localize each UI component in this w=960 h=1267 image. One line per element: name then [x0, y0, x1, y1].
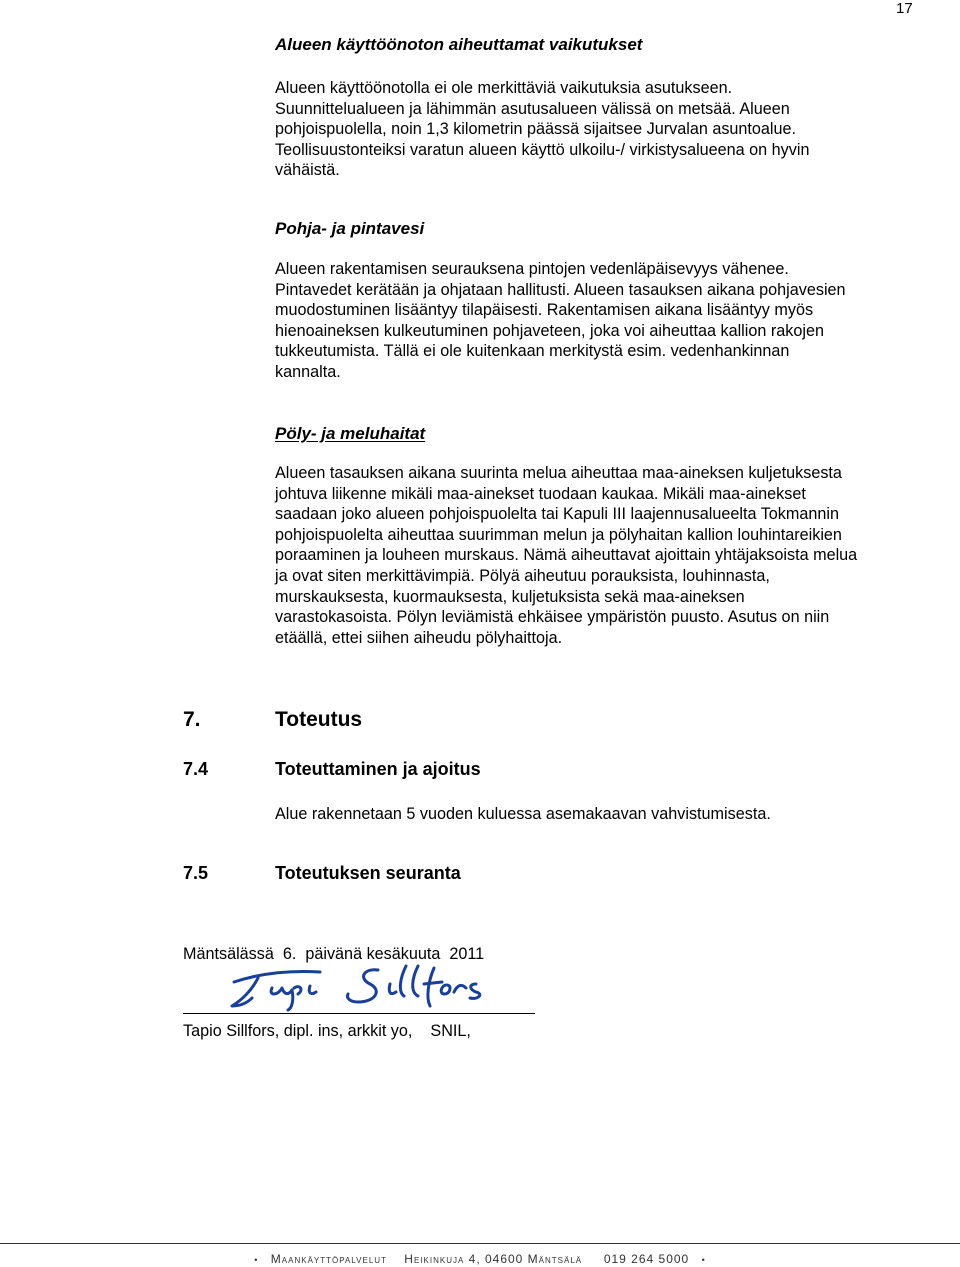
subsection-number: 7.4	[183, 759, 209, 779]
place-date: Mäntsälässä 6. päivänä kesäkuuta 2011	[183, 945, 485, 963]
paragraph-line: poraaminen ja louheen murskaus. Nämä aiheuttavat ajoittain yhtäjaksoista melua	[275, 546, 858, 565]
paragraph-line: etäällä, ettei siihen aiheudu pölyhaittoja.	[275, 628, 563, 647]
footer-phone: 019 264 5000	[603, 1252, 690, 1266]
section-heading: Pohja- ja pintavesi	[275, 219, 425, 238]
subsection-title: Toteutuksen seuranta	[275, 863, 461, 883]
paragraph-line: Alueen tasauksen aikana suurinta melua aiheuttaa maa-aineksen kuljetuksesta	[275, 464, 842, 482]
footer-rule	[0, 1243, 960, 1244]
page-number: 17	[896, 0, 913, 17]
paragraph-line: hienoaineksen kulkeutuminen pohjaveteen, joka voi aiheuttaa kallion rakojen	[275, 321, 824, 340]
paragraph: Alue rakennetaan 5 vuoden kuluessa asemakaavan vahvistumisesta.	[275, 805, 771, 823]
paragraph-line: muodostuminen lisääntyy tilapäisesti. Rakentamisen aikana lisääntyy myös	[275, 301, 814, 320]
paragraph	[275, 463, 915, 648]
paragraph-line: saadaan joko alueen pohjoispuolelta tai Kapuli III laajennusalueelta Tokmannin	[275, 505, 839, 524]
subsection-title: Toteuttaminen ja ajoitus	[275, 759, 481, 779]
paragraph-line: pohjoispuolelta aiheuttaa suurimman melun ja pölyhaitan kallion louhintareikien	[275, 525, 842, 544]
paragraph-line: Suunnittelualueen ja lähimmän asutusalueen välissä on metsää. Alueen	[275, 99, 790, 118]
paragraph-line: tukkeutumista. Tällä ei ole kuitenkaan merkitystä esim. vedenhankinnan	[275, 342, 790, 361]
paragraph	[275, 78, 915, 181]
chapter-number: 7.	[183, 708, 201, 731]
paragraph	[275, 259, 915, 383]
paragraph-line: murskauksesta, kuormauksesta, kuljetuksista sekä maa-aineksen	[275, 587, 745, 606]
paragraph-line: Teollisuustonteiksi varatun alueen käyttö ulkoilu-/ virkistysalueena on hyvin	[275, 140, 810, 159]
paragraph-line: Alueen käyttöönotolla ei ole merkittäviä vaikutuksia asutukseen.	[275, 79, 733, 97]
paragraph-line: pohjoispuolella, noin 1,3 kilometrin päässä sijaitsee Jurvalan asuntoalue.	[275, 120, 797, 139]
paragraph-line: Alueen rakentamisen seurauksena pintojen vedenläpäisevyys vähenee.	[275, 260, 789, 278]
paragraph-line: ja ovat siten merkittävimpiä. Pölyä aiheutuu porauksista, louhinnasta,	[275, 566, 770, 585]
paragraph-line: vähäistä.	[275, 161, 340, 180]
paragraph-line: kannalta.	[275, 362, 341, 381]
signer-name: Tapio Sillfors, dipl. ins, arkkit yo, SNIL,	[183, 1022, 471, 1040]
paragraph-line: varastokasoista. Pölyn leviämistä ehkäisee ympäristön puusto. Asutus on niin	[275, 608, 830, 627]
footer-address: Heikinkuja 4, 04600 Mäntsälä	[404, 1252, 583, 1266]
section-heading: Alueen käyttöönoton aiheuttamat vaikutukset	[275, 35, 643, 54]
paragraph-line: Pintavedet kerätään ja ohjataan hallitusti. Alueen tasauksen aikana pohjavesien	[275, 280, 846, 299]
section-heading: Pöly- ja meluhaitat	[275, 424, 426, 443]
chapter-title: Toteutus	[275, 708, 363, 731]
paragraph-line: johtuva liikenne mikäli maa-ainekset tuodaan kaukaa. Mikäli maa-ainekset	[275, 484, 806, 503]
footer: • Maankäyttöpalvelut Heikinkuja 4, 04600 Mäntsälä 019 264 5000 •	[254, 1252, 706, 1266]
subsection-number: 7.5	[183, 863, 209, 883]
signature-image	[228, 962, 498, 1012]
signature-line	[183, 1013, 535, 1014]
footer-company: Maankäyttöpalvelut	[270, 1252, 387, 1266]
